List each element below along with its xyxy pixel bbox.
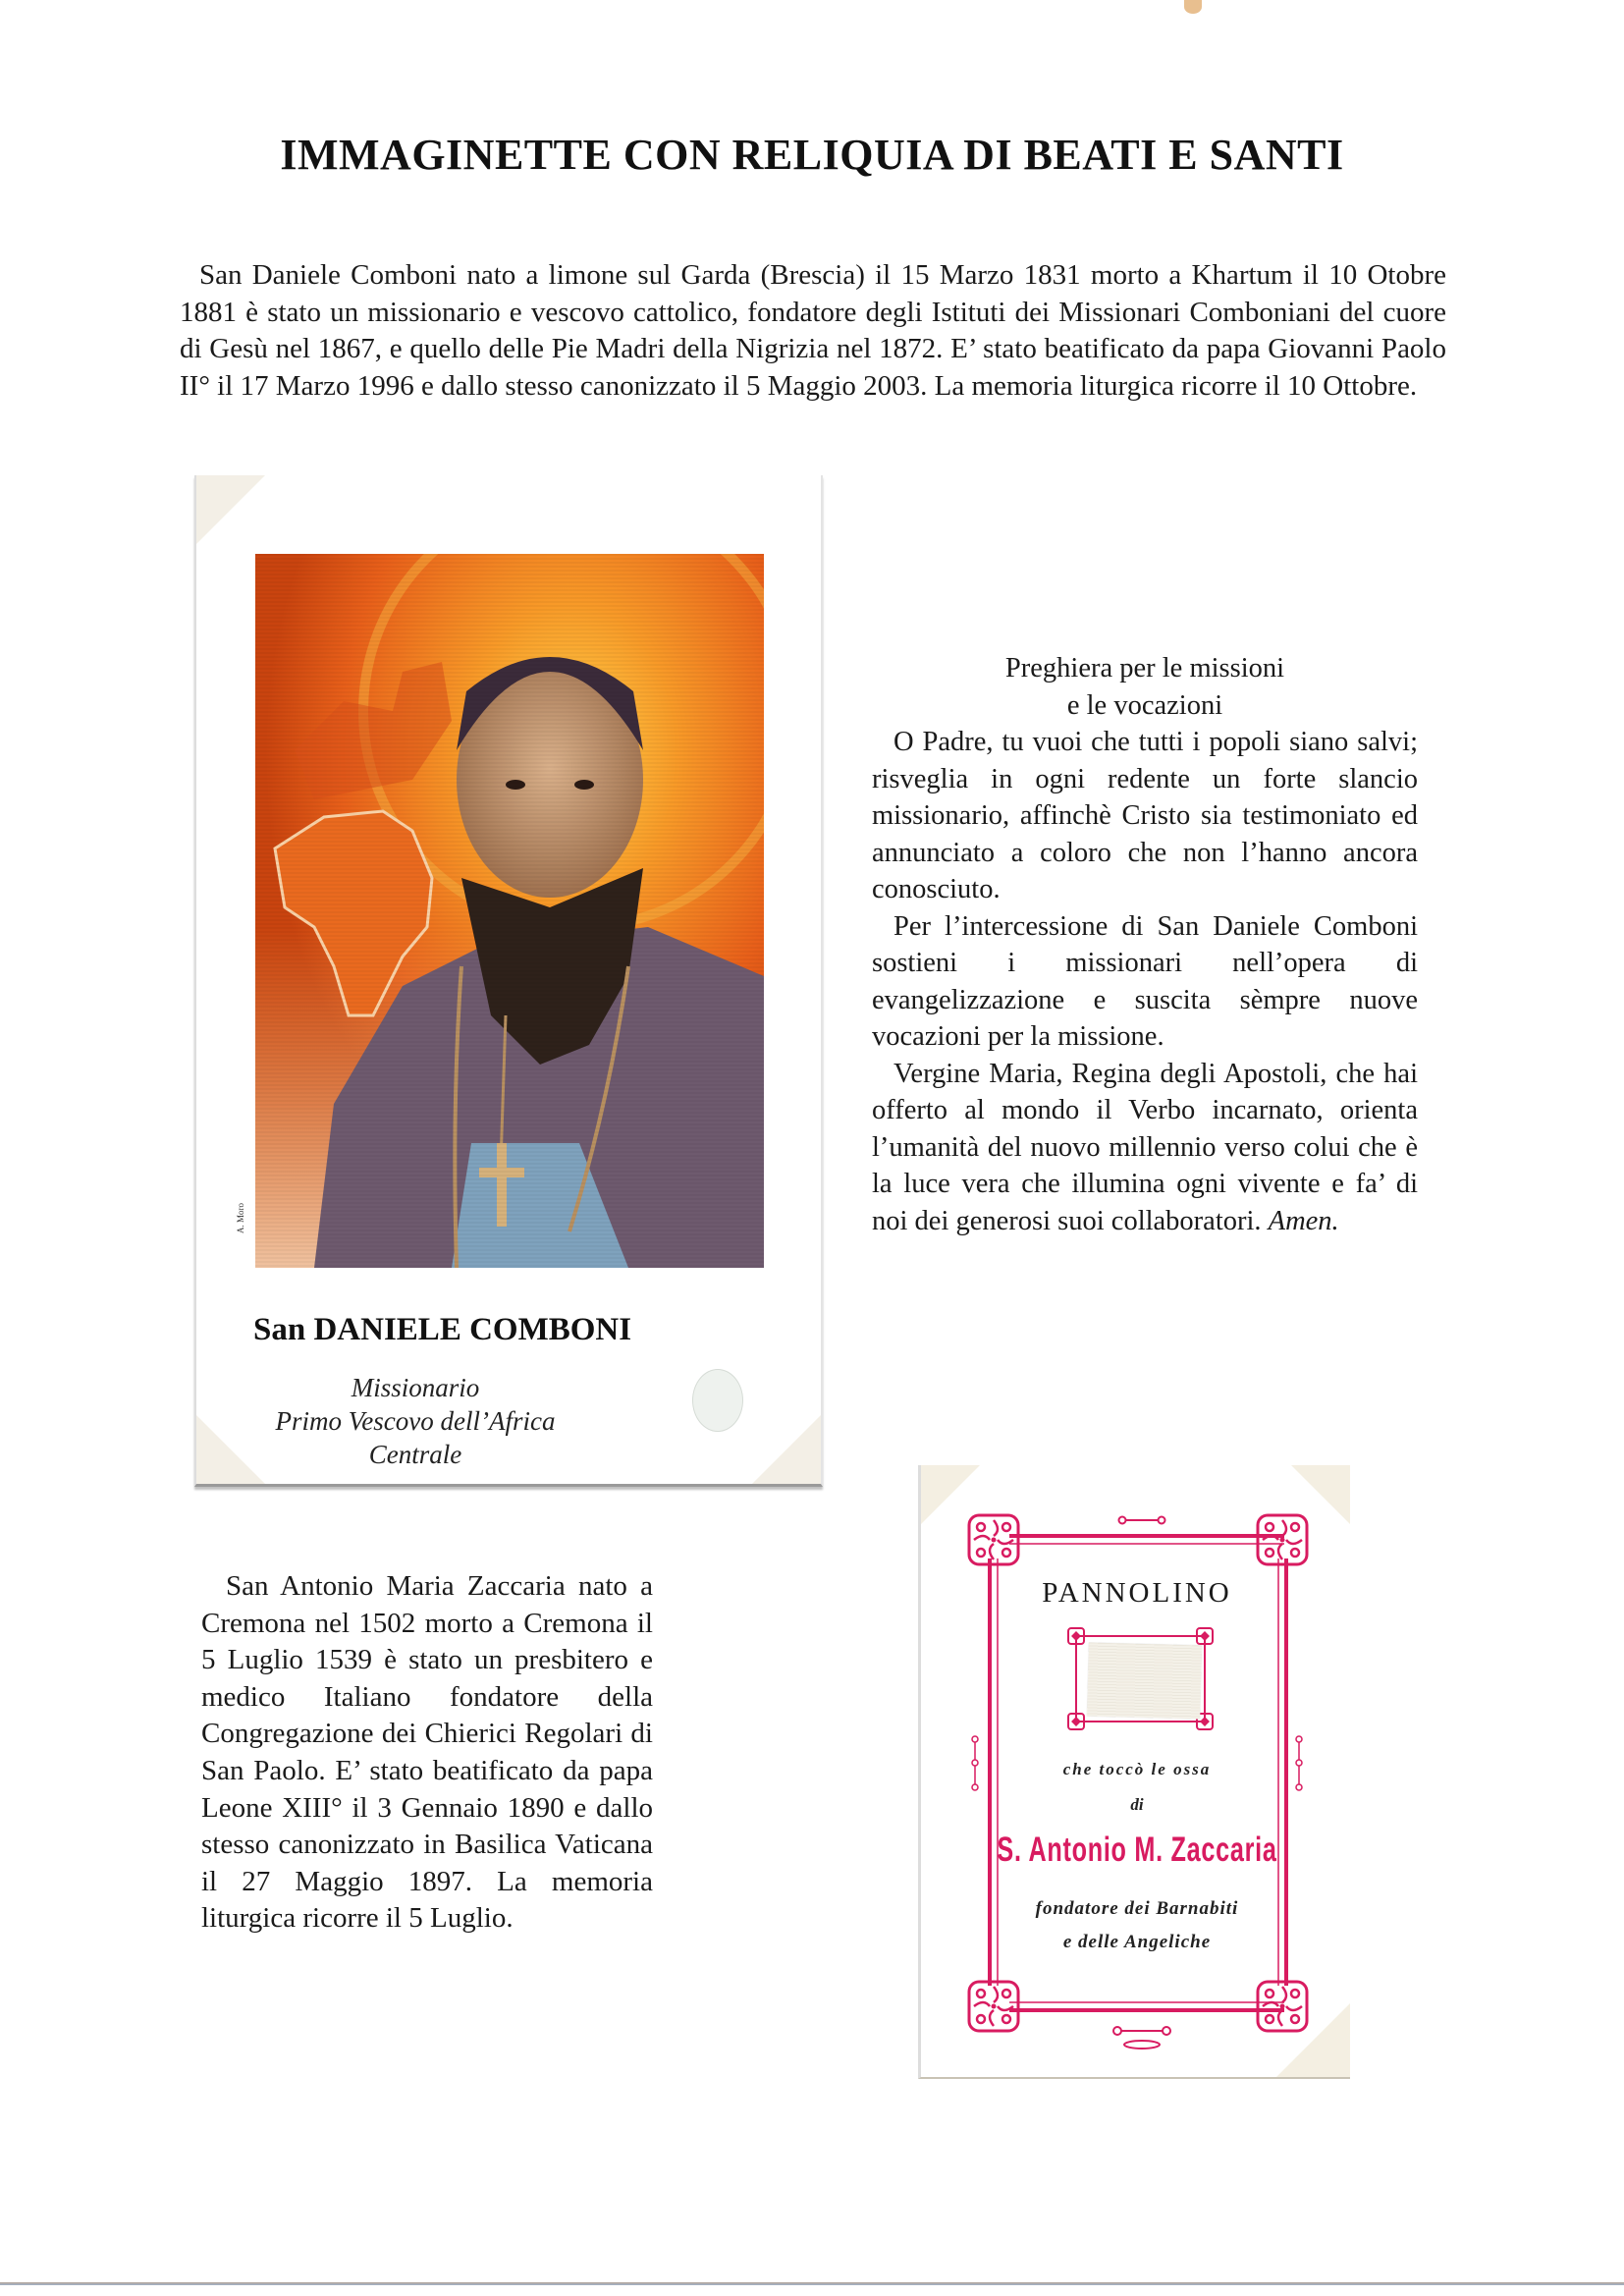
card-text-line: fondatore dei Barnabiti [1035, 1898, 1239, 1919]
comboni-holy-card [194, 475, 823, 1487]
prayer-closing: Amen. [1268, 1205, 1339, 1236]
prayer-paragraph [872, 1056, 1418, 1240]
artist-credit: A. Moro [236, 1203, 245, 1233]
page-bottom-rule [0, 2282, 1624, 2285]
prayer-title-line-1: Preghiera per le missioni [1004, 653, 1285, 683]
page-title: IMMAGINETTE CON RELIQUIA DI BEATI E SANTI [280, 131, 1344, 179]
comboni-biography: San Daniele Comboni nato a limone sul Garda (Brescia) il 15 Marzo 1831 morto a Khartum il 10 Otobre 1881 è stato un missionario e vescovo cattolico, fondatore degli Istituti dei Missionari Comboniani del cuore di Gesù nel 1867, e quello delle Pie Madri della Nigrizia nel 1872. E’ stato beatificato da papa Giovanni Paolo II° il 17 Marzo 1996 e dallo stesso canonizzato il 5 Maggio 2003. La memoria liturgica ricorre il 10 Ottobre. [180, 259, 1446, 402]
prayer-text [872, 650, 1418, 1239]
scan-smudge [1184, 0, 1202, 14]
zaccaria-biography: San Antonio Maria Zaccaria nato a Cremona nel 1502 morto a Cremona il 5 Luglio 1539 è stato un presbitero e medico Italiano fondatore della Congregazione dei Chierici Regolari di San Paolo. E’ stato beatificato da papa Leone XIII° il 3 Gennaio 1890 e dallo stesso canonizzato in Basilica Vaticana il 27 Maggio 1897. La memoria liturgica ricorre il 5 Luglio. [201, 1570, 653, 1935]
card-corner [196, 475, 265, 544]
card-corner [752, 1415, 821, 1484]
card-saint-name: S. Antonio M. Zaccaria [997, 1831, 1277, 1869]
card-heading: PANNOLINO [1042, 1577, 1232, 1609]
card-text-line: e delle Angeliche [1062, 1932, 1212, 1952]
card-saint-role [253, 1371, 577, 1471]
prayer-paragraph: Per l’intercessione di San Daniele Comboni sostieni i missionari nell’opera di evangelizzazione e suscita sèmpre nuove vocazioni per la missione. [872, 910, 1418, 1052]
card-text-line: che toccò le ossa [1062, 1760, 1212, 1778]
role-line-1: Missionario [351, 1373, 480, 1402]
comboni-portrait-image [255, 554, 764, 1268]
prayer-paragraph: O Padre, tu vuoi che tutti i popoli siano salvi; risveglia in ogni redente un forte slancio missionario, affinchè Cristo sia testimoniato ed annunciato a coloro che non l’hanno ancora conosciuto. [872, 727, 1418, 904]
cloth-relic [1087, 1643, 1202, 1720]
zaccaria-relic-card [918, 1465, 1350, 2079]
prayer-title-line-2: e le vocazioni [1066, 689, 1223, 721]
card-saint-name: San DANIELE COMBONI [253, 1312, 632, 1347]
card-text-line: di [1130, 1795, 1144, 1814]
relic-window [692, 1369, 743, 1432]
role-line-2: Primo Vescovo dell’Africa Centrale [275, 1406, 556, 1469]
prayer-paragraph-text: Vergine Maria, Regina degli Apostoli, che hai offerto al mondo il Verbo incarnato, orienta l’umanità del nuovo millennio verso colui che è la luce vera che illumina ogni vivente e fa’ di noi dei generosi suoi collaboratori. [872, 1058, 1418, 1236]
